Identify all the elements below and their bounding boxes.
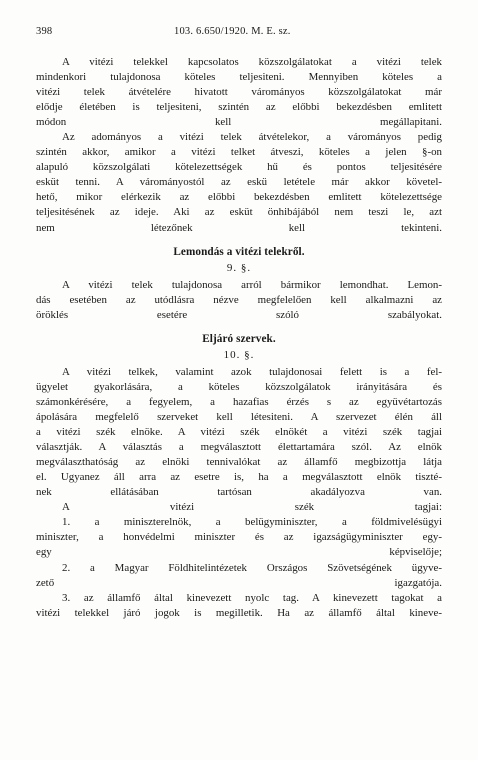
text-line: 3. az államfő által kinevezett nyolc tag. A kinevezett tagokat a	[62, 591, 442, 604]
text-line: zető igazgatója.	[36, 576, 442, 589]
text-line: ápolására megfelelő szerveket kell létesiteni. A szervezet élén áll	[36, 411, 442, 424]
text-line: a vitézi szék elnöke. A vitézi szék elnökét a vitézi szék tagjai	[36, 426, 442, 439]
text-line: mindenkori tulajdonosa köteles teljesiteni. Mennyiben köteles a	[36, 71, 442, 84]
text-line: vitézi telekkel járó jogok is megilletik. Ha az államfő által kineve-	[36, 606, 442, 619]
text-line: dás esetében az utódlásra nézve megfelelően kell alkalmazni az	[36, 293, 442, 306]
text-line: öröklés esetére szóló szabályokat.	[36, 308, 442, 321]
page-header	[36, 26, 442, 40]
paragraph-4	[36, 365, 442, 500]
paragraph-7	[36, 561, 442, 591]
text-line: módon kell megállapitani.	[36, 116, 442, 129]
text-line: szintén akkor, amikor a vitézi telket átveszi, köteles a jelen §-on	[36, 146, 442, 159]
paragraph-1	[36, 55, 442, 130]
section-number-10: 10. §.	[223, 348, 255, 361]
text-line: A vitézi szék tagjai:	[62, 501, 442, 514]
text-line: nek ellátásában tartósan akadályozva van.	[36, 486, 442, 499]
text-line: A vitézi telekkel kapcsolatos közszolgálatokat a vitézi telek	[62, 56, 442, 68]
paragraph-3	[36, 278, 442, 323]
text-line: alapuló közszolgálati kötelezettségek hű és pontos teljesitésére	[36, 161, 442, 174]
text-line: 2. a Magyar Földhitelintézetek Országos Szövetségének ügyve-	[62, 561, 442, 574]
running-title: 103. 6.650/1920. M. E. sz.	[174, 26, 291, 37]
text-line: 1. a miniszterelnök, a belügyminiszter, a földmivelésügyi	[62, 516, 442, 529]
text-line: egy képviselője;	[36, 546, 442, 559]
section-number-9: 9. §.	[226, 261, 252, 274]
paragraph-5	[36, 500, 442, 515]
text-line: elődje életében is teljesiteni, szintén az előbbi bekezdésben emlitett	[36, 101, 442, 114]
text-line: választják. A választás a megválasztott élettartamára szól. Az elnök	[36, 441, 442, 454]
text-line: teljesitésének az ideje. Aki az esküt önhibájából nem teszi le, azt	[36, 206, 442, 219]
document-body	[36, 55, 442, 621]
section-heading-eljaro: Eljáró szervek.	[202, 332, 276, 345]
text-line: nem létezőnek kell tekinteni.	[36, 221, 442, 234]
text-line: ügyelet gyakorlására, a köteles közszolgálatok irányitására és	[36, 380, 442, 393]
text-line: megválaszthatóság az elnöki tennivalókat az államfő megbizottja látja	[36, 456, 442, 469]
text-line: számonkérésére, a fegyelem, a hazafias érzés s az együvétartozás	[36, 395, 442, 408]
text-line: el. Ugyanez áll arra az esetre is, ha a megválasztott elnök tiszté-	[36, 471, 442, 484]
paragraph-6	[36, 515, 442, 560]
text-line: A vitézi telkek, valamint azok tulajdonosai felett is a fel-	[62, 365, 442, 378]
text-line: A vitézi telek tulajdonosa arról bármikor lemondhat. Lemon-	[62, 278, 442, 291]
paragraph-8	[36, 591, 442, 621]
section-heading-lemondas: Lemondás a vitézi telekről.	[173, 245, 305, 258]
paragraph-2	[36, 130, 442, 235]
page-number: 398	[36, 26, 53, 37]
text-line: vitézi telek átvételére hivatott várományos közszolgálatokat már	[36, 86, 442, 99]
text-line: hető, mikor elérkezik az előbbi bekezdésben emlitett kötelezettsége	[36, 191, 442, 204]
text-line: Az adományos a vitézi telek átvételekor, a várományos pedig	[62, 131, 442, 144]
text-line: miniszter, a honvédelmi miniszter és az igazságügyminiszter egy-	[36, 531, 442, 544]
text-line: esküt tenni. A várományostól az eskü letétele már akkor követel-	[36, 176, 442, 189]
